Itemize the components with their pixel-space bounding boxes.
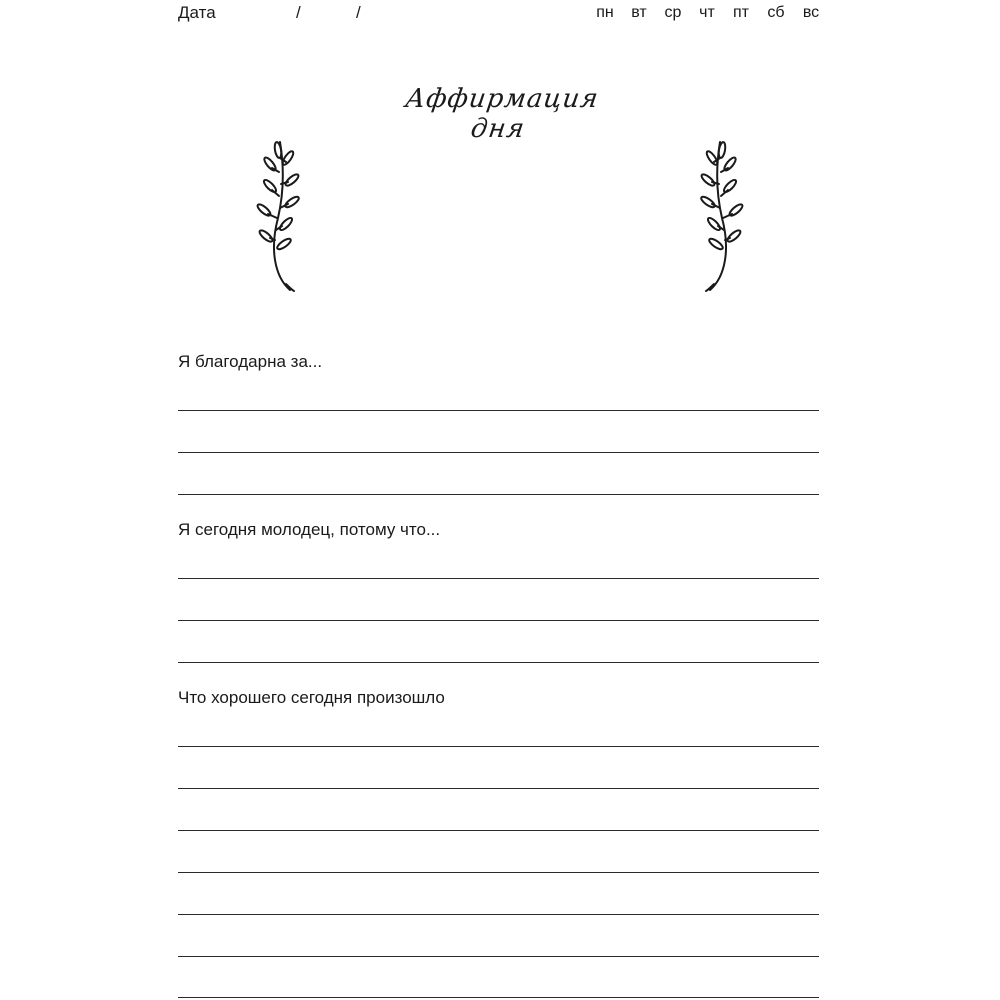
section-heading-well-done: Я сегодня молодец, потому что... xyxy=(178,520,441,539)
section-heading-grateful: Я благодарна за... xyxy=(178,352,323,371)
date-label: Дата xyxy=(178,3,216,22)
weekday-selector xyxy=(588,4,828,22)
weekday-wed[interactable]: ср xyxy=(664,4,682,21)
writing-line[interactable] xyxy=(178,578,819,579)
weekday-fri[interactable]: пт xyxy=(733,4,749,21)
writing-line[interactable] xyxy=(178,997,819,998)
leaf-sprig-icon xyxy=(248,138,308,294)
writing-line[interactable] xyxy=(178,494,819,495)
writing-line[interactable] xyxy=(178,830,819,831)
weekday-thu[interactable]: чт xyxy=(699,4,715,21)
writing-line[interactable] xyxy=(178,410,819,411)
date-separator-1: / xyxy=(296,3,301,22)
weekday-sun[interactable]: вс xyxy=(802,4,820,21)
writing-line[interactable] xyxy=(178,956,819,957)
weekday-tue[interactable]: вт xyxy=(631,4,647,21)
writing-line[interactable] xyxy=(178,746,819,747)
writing-line[interactable] xyxy=(178,662,819,663)
date-separator-2: / xyxy=(356,3,361,22)
writing-line[interactable] xyxy=(178,872,819,873)
weekday-mon[interactable]: пн xyxy=(596,4,614,21)
writing-line[interactable] xyxy=(178,620,819,621)
leaf-sprig-icon xyxy=(692,138,752,294)
weekday-sat[interactable]: сб xyxy=(767,4,785,21)
affirmation-title: Аффирмация дня xyxy=(403,84,601,144)
writing-line[interactable] xyxy=(178,452,819,453)
section-heading-good-things: Что хорошего сегодня произошло xyxy=(178,688,445,707)
writing-line[interactable] xyxy=(178,788,819,789)
writing-line[interactable] xyxy=(178,914,819,915)
